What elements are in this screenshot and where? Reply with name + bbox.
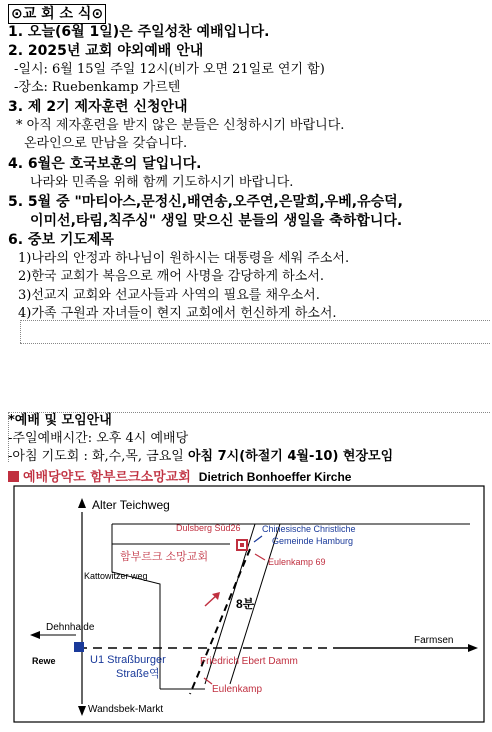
label-dehnhaide: Dehnhaide [46, 622, 95, 633]
worship-sunday: -주일예배시간: 오후 4시 예배당 [8, 431, 189, 446]
map-title [8, 466, 351, 485]
news-item-5-line-2: 이미선,타림,칙주싱" 생일 맞으신 분들의 생일을 축하합니다. [30, 213, 403, 229]
arrow-up-icon [78, 498, 86, 508]
church-marker-inner [240, 543, 244, 547]
label-wandsbek-markt: Wandsbek-Markt [88, 704, 164, 715]
prayer-item-1: 1)나라의 안정과 하나님이 원하시는 대통령을 세워 주소서. [18, 251, 350, 266]
label-rewe: Rewe [32, 656, 56, 666]
news-item-4-title: 4. 6월은 호국보훈의 달입니다. [8, 156, 202, 172]
worship-heading: *예배 및 모임안내 [8, 413, 112, 428]
worship-morning-prayer [8, 448, 393, 466]
walking-route [190, 549, 250, 694]
worship-morning-prayer-days: -아침 기도회 : 화,수,목, 금요일 [8, 449, 188, 464]
news-item-3-title: 3. 제 2기 제자훈련 신청안내 [8, 99, 188, 115]
pointer-chinese-church-icon [254, 536, 262, 542]
news-item-1: 1. 오늘(6월 1일)은 주일성찬 예배입니다. [8, 24, 270, 40]
news-item-3-line-2: 온라인으로 만남을 갖습니다. [24, 136, 188, 151]
label-eulenkamp: Eulenkamp [212, 684, 263, 695]
prayer-item-2: 2)한국 교회가 복음으로 깨어 사명을 감당하게 하소서. [18, 269, 324, 284]
label-friedrich-ebert-damm: Friedrich Ebert Damm [200, 656, 298, 667]
news-item-5-line-1: 5. 5월 중 "마티아스,문정신,배연송,오주연,은말희,우베,유승덕, [8, 194, 403, 210]
label-chinese-church-1: Chinesische Christliche [262, 524, 356, 534]
news-item-4-line-1: 나라와 민족을 위해 함께 기도하시기 바랍니다. [30, 175, 294, 190]
map-title-english: Dietrich Bonhoeffer Kirche [198, 470, 352, 484]
red-square-icon [8, 471, 19, 482]
arrow-left-icon [30, 631, 40, 639]
church-location-map [0, 484, 492, 732]
dotted-divider [20, 320, 21, 343]
arrow-right-icon [468, 644, 478, 652]
news-item-3-line-1: * 아직 제자훈련을 받지 않은 분들은 신청하시기 바랍니다. [16, 118, 345, 133]
subway-station-icon [74, 642, 84, 652]
arrow-down-icon [78, 706, 86, 716]
news-item-2-date: -일시: 6월 15일 주일 12시(비가 오면 21일로 연기 함) [14, 62, 325, 77]
label-chinese-church-2: Gemeinde Hamburg [272, 536, 354, 546]
news-item-2-title: 2. 2025년 교회 야외예배 안내 [8, 43, 204, 59]
label-hamburg-church: 함부르크 소망교회 [120, 551, 209, 563]
map-title-korean: 예배당약도 함부르크소망교회 [23, 470, 191, 485]
news-item-6-title: 6. 중보 기도제목 [8, 232, 114, 248]
label-eulenkamp-69: Eulenkamp 69 [268, 557, 326, 567]
label-u1-line-1: U1 Straßburger [90, 654, 166, 666]
dotted-divider [20, 343, 490, 344]
worship-morning-prayer-time: 아침 7시(하절기 4월-10) 현장모임 [187, 449, 394, 464]
label-kattowitzer: Kattowitzer weg [84, 571, 148, 581]
label-farmsen: Farmsen [414, 635, 454, 646]
news-heading-text: ⊙교 회 소 식⊙ [8, 4, 106, 24]
label-alter-teichweg: Alter Teichweg [92, 498, 170, 512]
pointer-eulenkamp69-icon [255, 554, 265, 560]
label-u1-line-2: Straße역 [116, 668, 160, 680]
prayer-item-3: 3)선교지 교회와 선교사들과 사역의 필요를 채우소서. [18, 288, 320, 303]
label-dulsberg: Dulsberg Süd26 [176, 523, 241, 533]
news-item-2-place: -장소: Ruebenkamp 가르텐 [14, 80, 181, 95]
label-walk-minutes: 8분 [236, 597, 255, 611]
news-heading [8, 4, 106, 24]
prayer-item-4: 4)가족 구원과 자녀들이 현지 교회에서 헌신하게 하소서. [18, 306, 337, 321]
